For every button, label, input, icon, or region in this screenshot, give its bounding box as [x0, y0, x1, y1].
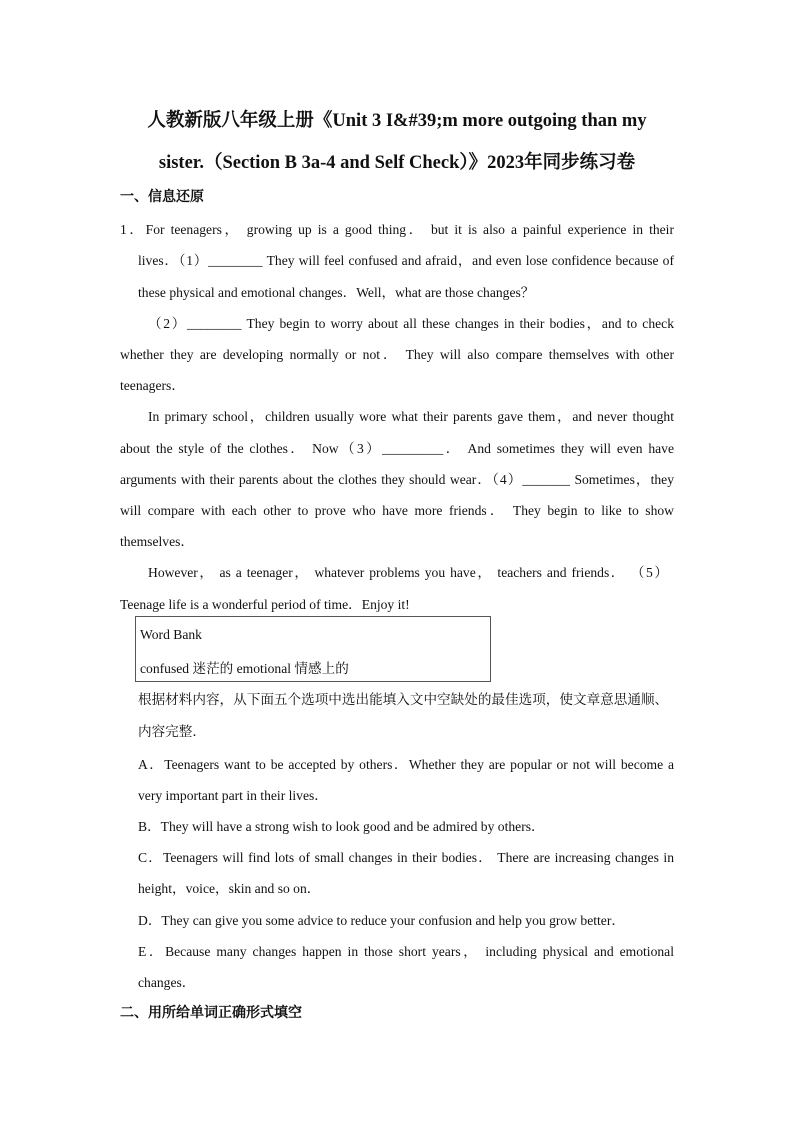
word-bank-entries: confused 迷茫的 emotional 情感上的 [140, 661, 349, 676]
option-b: B．They will have a strong wish to look good and be admired by others． [138, 819, 545, 834]
option-e-cont: changes． [138, 975, 196, 990]
passage-line: about the style of the clothes． Now（3）_________． And sometimes they will even have [120, 441, 674, 456]
passage-line: Teenage life is a wonderful period of time．Enjoy it! [120, 597, 410, 612]
passage-line: （2）________ They begin to worry about all these changes in their bodies，and to check [148, 316, 674, 331]
option-a: A．Teenagers want to be accepted by others．Whether they are popular or not will become a [138, 757, 674, 772]
title-line-2: sister.（Section B 3a-4 and Self Check）》2023年同步练习卷 [158, 153, 636, 173]
option-e: E．Because many changes happen in those short years， including physical and emotional [138, 944, 674, 959]
option-c-cont: height，voice，skin and so on． [138, 881, 321, 896]
passage-line: themselves． [120, 534, 194, 549]
passage-line: In primary school，children usually wore what their parents gave them，and never thought [148, 409, 674, 424]
instruction-line: 根据材料内容，从下面五个选项中选出能填入文中空缺处的最佳选项，使文章意思通顺、 [138, 692, 669, 707]
title-line-1: 人教新版八年级上册《Unit 3 I&#39;m more outgoing than my [147, 111, 647, 131]
passage-line: these physical and emotional changes．Well，what are those changes？ [138, 285, 535, 300]
passage-line: teenagers． [120, 378, 185, 393]
word-bank-box [135, 616, 491, 682]
document-title [100, 100, 694, 184]
section-heading-1: 一、信息还原 [120, 190, 204, 205]
option-a-cont: very important part in their lives． [138, 788, 328, 803]
passage-line: 1．For teenagers， growing up is a good thing． but it is also a painful experience in their [120, 222, 674, 237]
instruction-line: 内容完整． [138, 724, 206, 739]
option-d: D．They can give you some advice to reduce your confusion and help you grow better． [138, 913, 625, 928]
option-c: C．Teenagers will find lots of small changes in their bodies． There are increasing changes in [138, 850, 674, 865]
passage-line: However， as a teenager， whatever problems you have， teachers and friends． （5） [148, 565, 668, 580]
word-bank-heading: Word Bank [140, 627, 202, 642]
passage-line: lives．（1）________ They will feel confused and afraid，and even lose confidence because of [138, 253, 674, 268]
passage-line: arguments with their parents about the clothes they should wear．（4）_______ Sometimes，they [120, 472, 674, 487]
passage-line: whether they are developing normally or not． They will also compare themselves with other [120, 347, 674, 362]
passage-line: will compare with each other to prove who have more friends． They begin to like to show [120, 503, 674, 518]
section-heading-2: 二、用所给单词正确形式填空 [120, 1006, 302, 1021]
